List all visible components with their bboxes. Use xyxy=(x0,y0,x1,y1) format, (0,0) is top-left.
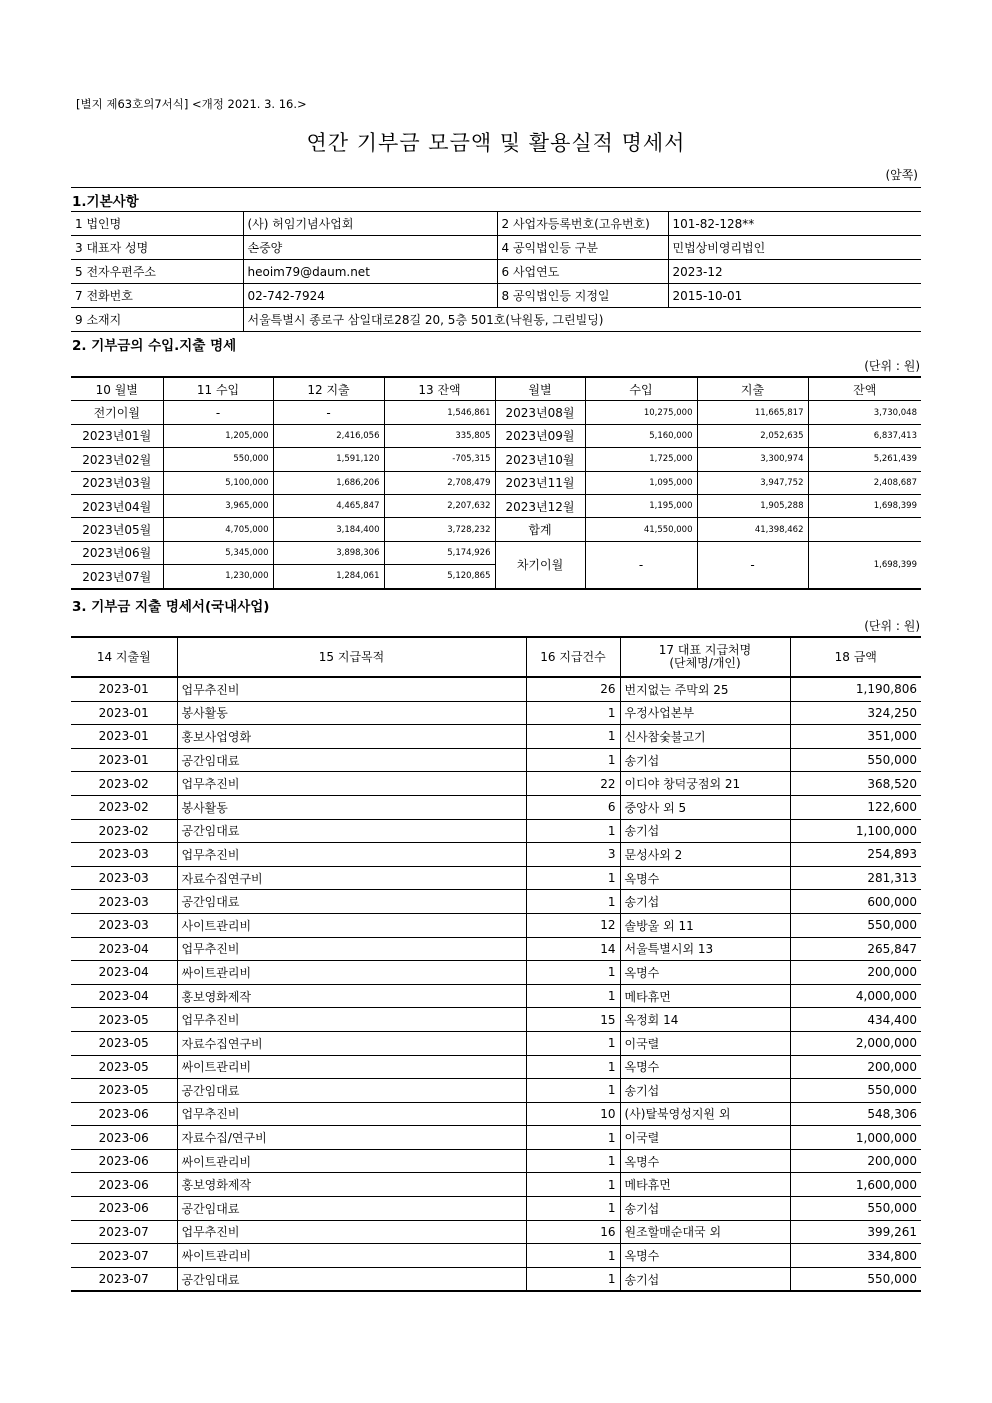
expense-count: 12 xyxy=(526,913,620,937)
table-row xyxy=(71,772,921,796)
expense-amount: 550,000 xyxy=(790,1197,921,1221)
section1-rule xyxy=(71,187,921,188)
month-label: 2023년09월 xyxy=(495,424,585,447)
payee-header-line1: 17 대표 지급처명 xyxy=(658,643,752,657)
expense-amount: 122,600 xyxy=(790,795,921,819)
expense-count: 1 xyxy=(526,1244,620,1268)
expense-month: 2023-06 xyxy=(71,1149,177,1173)
table-row xyxy=(71,1149,921,1173)
expense-purpose: 업무추진비 xyxy=(177,1220,526,1244)
expense-month: 2023-06 xyxy=(71,1102,177,1126)
field-value: 민법상비영리법인 xyxy=(668,236,921,260)
expense-amount: 550,000 xyxy=(790,748,921,772)
field-value: 02-742-7924 xyxy=(243,284,497,308)
summary-row xyxy=(71,541,921,564)
balance-value: 1,546,861 xyxy=(384,401,495,424)
col-header-month: 14 지출월 xyxy=(71,637,177,677)
col-header-count: 16 지급건수 xyxy=(526,637,620,677)
expense-payee: 송기섭 xyxy=(620,1267,790,1291)
balance-value: 5,261,439 xyxy=(808,448,921,471)
month-label: 2023년07월 xyxy=(71,565,163,589)
field-value: (사) 허임기념사업회 xyxy=(243,212,497,236)
section3-unit: (단위 : 원) xyxy=(864,619,920,633)
basic-info-row xyxy=(71,284,921,308)
income-value: 3,965,000 xyxy=(163,494,273,517)
month-label: 2023년01월 xyxy=(71,424,163,447)
expense-purpose: 공간임대료 xyxy=(177,1197,526,1221)
summary-row xyxy=(71,424,921,447)
expense-count: 1 xyxy=(526,1173,620,1197)
section3-heading: 3. 기부금 지출 명세서(국내사업) xyxy=(72,599,270,615)
table-row xyxy=(71,984,921,1008)
table-row xyxy=(71,1267,921,1291)
balance-value: 3,730,048 xyxy=(808,401,921,424)
table-row xyxy=(71,1102,921,1126)
expense-purpose: 홍보사업영화 xyxy=(177,725,526,749)
carry-over-label: 차기이월 xyxy=(495,541,585,588)
section2-heading: 2. 기부금의 수입.지출 명세 xyxy=(72,338,237,354)
expense-count: 6 xyxy=(526,795,620,819)
expense-purpose: 싸이트관리비 xyxy=(177,1055,526,1079)
table-row xyxy=(71,1055,921,1079)
field-label: 5 전자우편주소 xyxy=(71,260,243,284)
field-label: 7 전화번호 xyxy=(71,284,243,308)
balance-value: 2,408,687 xyxy=(808,471,921,494)
table-row xyxy=(71,843,921,867)
expense-payee: 송기섭 xyxy=(620,1197,790,1221)
expense-payee: 번지없는 주막외 25 xyxy=(620,677,790,701)
expense-count: 1 xyxy=(526,1079,620,1103)
table-row xyxy=(71,961,921,985)
month-label: 2023년06월 xyxy=(71,541,163,564)
expense-purpose: 사이트관리비 xyxy=(177,913,526,937)
table-row xyxy=(71,795,921,819)
income-value: 1,725,000 xyxy=(585,448,697,471)
expense-payee: 중앙사 외 5 xyxy=(620,795,790,819)
expense-amount: 434,400 xyxy=(790,1008,921,1032)
table-row xyxy=(71,725,921,749)
expense-month: 2023-06 xyxy=(71,1197,177,1221)
table-row xyxy=(71,701,921,725)
expense-count: 1 xyxy=(526,866,620,890)
expense-purpose: 업무추진비 xyxy=(177,937,526,961)
table-row xyxy=(71,1244,921,1268)
income-value: 550,000 xyxy=(163,448,273,471)
month-label: 2023년04월 xyxy=(71,494,163,517)
month-label: 2023년03월 xyxy=(71,471,163,494)
expense-month: 2023-01 xyxy=(71,677,177,701)
expense-amount: 324,250 xyxy=(790,701,921,725)
field-value: 2023-12 xyxy=(668,260,921,284)
expense-amount: 548,306 xyxy=(790,1102,921,1126)
expense-purpose: 업무추진비 xyxy=(177,1102,526,1126)
table-row xyxy=(71,937,921,961)
expense-value: 1,686,206 xyxy=(273,471,384,494)
expense-month: 2023-03 xyxy=(71,843,177,867)
expense-purpose: 싸이트관리비 xyxy=(177,1149,526,1173)
expense-month: 2023-07 xyxy=(71,1244,177,1268)
table-row xyxy=(71,913,921,937)
expense-amount: 399,261 xyxy=(790,1220,921,1244)
expense-payee: 옥명수 xyxy=(620,961,790,985)
expense-amount: 200,000 xyxy=(790,1055,921,1079)
field-value: 손중양 xyxy=(243,236,497,260)
balance-value: 2,708,479 xyxy=(384,471,495,494)
expense-month: 2023-06 xyxy=(71,1126,177,1150)
month-label: 2023년08월 xyxy=(495,401,585,424)
expense-payee: 옥명수 xyxy=(620,1149,790,1173)
summary-col-header: 13 잔액 xyxy=(384,377,495,401)
expense-payee: 송기섭 xyxy=(620,1079,790,1103)
balance-value: 335,805 xyxy=(384,424,495,447)
basic-info-row xyxy=(71,236,921,260)
expense-amount: 2,000,000 xyxy=(790,1031,921,1055)
expense-purpose: 업무추진비 xyxy=(177,772,526,796)
expense-purpose: 자료수집연구비 xyxy=(177,866,526,890)
field-label: 4 공익법인등 구분 xyxy=(497,236,668,260)
expense-payee: 송기섭 xyxy=(620,748,790,772)
expense-value: 2,416,056 xyxy=(273,424,384,447)
table-row xyxy=(71,1197,921,1221)
front-page-mark: (앞쪽) xyxy=(885,168,918,182)
expense-amount: 281,313 xyxy=(790,866,921,890)
expense-purpose: 싸이트관리비 xyxy=(177,961,526,985)
expense-month: 2023-02 xyxy=(71,819,177,843)
expense-purpose: 봉사활동 xyxy=(177,701,526,725)
expense-month: 2023-04 xyxy=(71,937,177,961)
expense-amount: 550,000 xyxy=(790,913,921,937)
expense-count: 1 xyxy=(526,725,620,749)
income-value: 1,195,000 xyxy=(585,494,697,517)
document-title: 연간 기부금 모금액 및 활용실적 명세서 xyxy=(306,131,686,155)
expense-value: 3,184,400 xyxy=(273,518,384,541)
expense-month: 2023-05 xyxy=(71,1055,177,1079)
income-value: 1,230,000 xyxy=(163,565,273,589)
summary-col-header: 10 월별 xyxy=(71,377,163,401)
expense-month: 2023-07 xyxy=(71,1220,177,1244)
expense-payee: 메타휴먼 xyxy=(620,1173,790,1197)
income-value: 5,160,000 xyxy=(585,424,697,447)
summary-col-header: 11 수입 xyxy=(163,377,273,401)
expense-amount: 254,893 xyxy=(790,843,921,867)
income-value: 10,275,000 xyxy=(585,401,697,424)
expense-purpose: 공간임대료 xyxy=(177,890,526,914)
basic-info-row xyxy=(71,308,921,332)
expense-value: 3,947,752 xyxy=(697,471,808,494)
expense-count: 1 xyxy=(526,1055,620,1079)
section2-unit: (단위 : 원) xyxy=(864,359,920,373)
expense-amount: 550,000 xyxy=(790,1267,921,1291)
expense-value: 3,898,306 xyxy=(273,541,384,564)
expense-count: 15 xyxy=(526,1008,620,1032)
expense-payee: 원조할매순대국 외 xyxy=(620,1220,790,1244)
expense-purpose: 공간임대료 xyxy=(177,748,526,772)
expense-purpose: 공간임대료 xyxy=(177,1079,526,1103)
expense-payee: 신사참숯불고기 xyxy=(620,725,790,749)
expense-count: 1 xyxy=(526,890,620,914)
expense-payee: 옥명수 xyxy=(620,866,790,890)
field-label: 3 대표자 성명 xyxy=(71,236,243,260)
balance-value: 2,207,632 xyxy=(384,494,495,517)
table-row xyxy=(71,866,921,890)
expense-payee: (사)탈북영성지원 외 xyxy=(620,1102,790,1126)
expense-count: 1 xyxy=(526,1267,620,1291)
expense-value: 2,052,635 xyxy=(697,424,808,447)
col-header-purpose: 15 지급목적 xyxy=(177,637,526,677)
expense-purpose: 공간임대료 xyxy=(177,819,526,843)
expense-count: 1 xyxy=(526,961,620,985)
expense-count: 10 xyxy=(526,1102,620,1126)
expense-month: 2023-03 xyxy=(71,866,177,890)
expense-purpose: 자료수집연구비 xyxy=(177,1031,526,1055)
expense-amount: 200,000 xyxy=(790,961,921,985)
field-value: heoim79@daum.net xyxy=(243,260,497,284)
expense-purpose: 싸이트관리비 xyxy=(177,1244,526,1268)
expense-payee: 문성사외 2 xyxy=(620,843,790,867)
basic-info-row xyxy=(71,260,921,284)
expense-count: 26 xyxy=(526,677,620,701)
expense-month: 2023-05 xyxy=(71,1008,177,1032)
expense-payee: 이국렬 xyxy=(620,1031,790,1055)
income-value: 5,345,000 xyxy=(163,541,273,564)
expense-count: 1 xyxy=(526,701,620,725)
expense-purpose: 홍보영화제작 xyxy=(177,984,526,1008)
expense-purpose: 공간임대료 xyxy=(177,1267,526,1291)
expense-value: 41,398,462 xyxy=(697,518,808,541)
summary-col-header: 수입 xyxy=(585,377,697,401)
month-label: 전기이월 xyxy=(71,401,163,424)
expense-count: 22 xyxy=(526,772,620,796)
field-label: 8 공익법인등 지정일 xyxy=(497,284,668,308)
summary-row xyxy=(71,471,921,494)
expense-count: 1 xyxy=(526,819,620,843)
balance-value xyxy=(808,518,921,541)
expense-payee: 송기섭 xyxy=(620,890,790,914)
expenditure-table xyxy=(71,636,921,1292)
expense-value: 4,465,847 xyxy=(273,494,384,517)
balance-value: 3,728,232 xyxy=(384,518,495,541)
summary-row xyxy=(71,518,921,541)
month-label: 2023년05월 xyxy=(71,518,163,541)
income-expense-table xyxy=(71,376,921,590)
expense-purpose: 업무추진비 xyxy=(177,1008,526,1032)
expense-month: 2023-01 xyxy=(71,748,177,772)
carry-over-expense: - xyxy=(697,541,808,588)
expense-payee: 옥명수 xyxy=(620,1244,790,1268)
expense-count: 16 xyxy=(526,1220,620,1244)
field-label: 9 소재지 xyxy=(71,308,243,332)
expense-count: 1 xyxy=(526,1126,620,1150)
balance-value: 1,698,399 xyxy=(808,494,921,517)
summary-row xyxy=(71,401,921,424)
summary-col-header: 월별 xyxy=(495,377,585,401)
balance-value: 6,837,413 xyxy=(808,424,921,447)
income-value: - xyxy=(163,401,273,424)
income-value: 1,095,000 xyxy=(585,471,697,494)
table-row xyxy=(71,1126,921,1150)
expense-month: 2023-03 xyxy=(71,890,177,914)
expense-count: 1 xyxy=(526,1149,620,1173)
expense-month: 2023-07 xyxy=(71,1267,177,1291)
table-row xyxy=(71,1031,921,1055)
expense-month: 2023-01 xyxy=(71,701,177,725)
income-value: 4,705,000 xyxy=(163,518,273,541)
expense-amount: 200,000 xyxy=(790,1149,921,1173)
expense-payee: 이국렬 xyxy=(620,1126,790,1150)
expense-month: 2023-01 xyxy=(71,725,177,749)
month-label: 2023년10월 xyxy=(495,448,585,471)
expense-value: - xyxy=(273,401,384,424)
expense-amount: 4,000,000 xyxy=(790,984,921,1008)
balance-value: 5,174,926 xyxy=(384,541,495,564)
summary-col-header: 지출 xyxy=(697,377,808,401)
income-value: 1,205,000 xyxy=(163,424,273,447)
table-row xyxy=(71,1220,921,1244)
expense-payee: 솔방울 외 11 xyxy=(620,913,790,937)
expense-month: 2023-04 xyxy=(71,984,177,1008)
expense-count: 1 xyxy=(526,984,620,1008)
expense-count: 14 xyxy=(526,937,620,961)
income-value: 5,100,000 xyxy=(163,471,273,494)
expense-month: 2023-06 xyxy=(71,1173,177,1197)
summary-col-header: 12 지출 xyxy=(273,377,384,401)
table-row xyxy=(71,748,921,772)
expense-month: 2023-02 xyxy=(71,772,177,796)
summary-row xyxy=(71,448,921,471)
field-value: 2015-10-01 xyxy=(668,284,921,308)
expense-payee: 메타휴먼 xyxy=(620,984,790,1008)
col-header-payee xyxy=(620,637,790,677)
expense-month: 2023-03 xyxy=(71,913,177,937)
expense-amount: 265,847 xyxy=(790,937,921,961)
summary-row xyxy=(71,494,921,517)
basic-info-row xyxy=(71,212,921,236)
expense-value: 1,905,288 xyxy=(697,494,808,517)
expense-payee: 옥정회 14 xyxy=(620,1008,790,1032)
section1-heading: 1.기본사항 xyxy=(72,194,139,210)
expense-month: 2023-02 xyxy=(71,795,177,819)
expense-count: 3 xyxy=(526,843,620,867)
expense-purpose: 업무추진비 xyxy=(177,677,526,701)
expense-count: 1 xyxy=(526,1031,620,1055)
expense-payee: 서울특별시외 13 xyxy=(620,937,790,961)
form-reference: [별지 제63호의7서식] <개정 2021. 3. 16.> xyxy=(76,97,307,111)
expense-payee: 이디야 창덕궁점외 21 xyxy=(620,772,790,796)
expense-value: 1,591,120 xyxy=(273,448,384,471)
expense-value: 1,284,061 xyxy=(273,565,384,589)
col-header-amount: 18 금액 xyxy=(790,637,921,677)
expense-amount: 368,520 xyxy=(790,772,921,796)
expense-value: 11,665,817 xyxy=(697,401,808,424)
expense-purpose: 홍보영화제작 xyxy=(177,1173,526,1197)
expense-amount: 600,000 xyxy=(790,890,921,914)
balance-value: 5,120,865 xyxy=(384,565,495,589)
summary-col-header: 잔액 xyxy=(808,377,921,401)
table-row xyxy=(71,1008,921,1032)
field-value: 101-82-128** xyxy=(668,212,921,236)
table-row xyxy=(71,1173,921,1197)
expense-purpose: 업무추진비 xyxy=(177,843,526,867)
expense-payee: 우정사업본부 xyxy=(620,701,790,725)
expense-month: 2023-05 xyxy=(71,1031,177,1055)
expense-payee: 송기섭 xyxy=(620,819,790,843)
expense-month: 2023-05 xyxy=(71,1079,177,1103)
expense-amount: 1,000,000 xyxy=(790,1126,921,1150)
carry-over-income: - xyxy=(585,541,697,588)
expense-amount: 550,000 xyxy=(790,1079,921,1103)
field-label: 2 사업자등록번호(고유번호) xyxy=(497,212,668,236)
month-label: 2023년11월 xyxy=(495,471,585,494)
expense-payee: 옥명수 xyxy=(620,1055,790,1079)
table-row xyxy=(71,819,921,843)
expense-amount: 351,000 xyxy=(790,725,921,749)
expense-count: 1 xyxy=(526,1197,620,1221)
table-row xyxy=(71,677,921,701)
carry-over-balance: 1,698,399 xyxy=(808,541,921,588)
address-value: 서울특별시 종로구 삼일대로28길 20, 5층 501호(낙원동, 그린빌딩) xyxy=(243,308,921,332)
month-label: 합계 xyxy=(495,518,585,541)
expense-value: 3,300,974 xyxy=(697,448,808,471)
field-label: 6 사업연도 xyxy=(497,260,668,284)
balance-value: -705,315 xyxy=(384,448,495,471)
field-label: 1 법인명 xyxy=(71,212,243,236)
month-label: 2023년12월 xyxy=(495,494,585,517)
expense-amount: 334,800 xyxy=(790,1244,921,1268)
expense-amount: 1,100,000 xyxy=(790,819,921,843)
expense-amount: 1,600,000 xyxy=(790,1173,921,1197)
expense-month: 2023-04 xyxy=(71,961,177,985)
month-label: 2023년02월 xyxy=(71,448,163,471)
expense-purpose: 자료수집/연구비 xyxy=(177,1126,526,1150)
expense-purpose: 봉사활동 xyxy=(177,795,526,819)
income-value: 41,550,000 xyxy=(585,518,697,541)
table-row xyxy=(71,890,921,914)
expense-count: 1 xyxy=(526,748,620,772)
expense-amount: 1,190,806 xyxy=(790,677,921,701)
basic-info-table xyxy=(71,211,921,332)
table-row xyxy=(71,1079,921,1103)
payee-header-line2: (단체명/개인) xyxy=(669,656,741,670)
